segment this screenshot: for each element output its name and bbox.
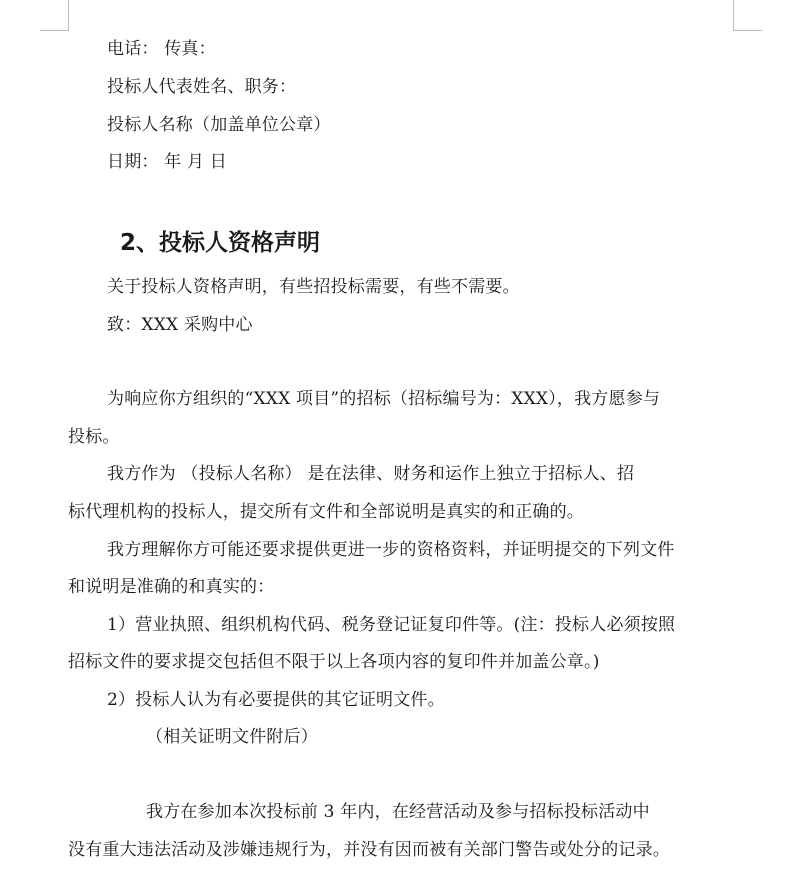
list-item-1-line-2: 招标文件的要求提交包括但不限于以上各项内容的复印件并加盖公章。) [68,652,600,672]
paragraph-3-line-2: 和说明是准确的和真实的： [68,577,275,597]
phone-fax-line: 电话： 传真： [107,39,216,59]
paragraph-2-line-2: 标代理机构的投标人，提交所有文件和全部说明是真实的和正确的。 [68,502,584,522]
list-item-2: 2）投标人认为有必要提供的其它证明文件。 [107,690,445,710]
section-heading: 2、投标人资格声明 [120,230,321,256]
recipient-line: 致：XXX 采购中心 [107,315,253,335]
list-item-1-line-1: 1）营业执照、组织机构代码、税务登记证复印件等。(注：投标人必须按照 [107,615,676,635]
representative-line: 投标人代表姓名、职务： [107,77,297,97]
paragraph-4-line-1: 我方在参加本次投标前 3 年内，在经营活动及参与招标投标活动中 [146,802,650,822]
attachment-note: （相关证明文件附后） [146,727,318,747]
paragraph-2-line-1: 我方作为 （投标人名称） 是在法律、财务和运作上独立于招标人、招 [107,464,635,484]
bidder-name-line: 投标人名称（加盖单位公章） [107,115,331,135]
paragraph-1-line-2: 投标。 [68,427,120,447]
paragraph-1-line-1: 为响应你方组织的“XXX 项目”的招标（招标编号为：XXX），我方愿参与 [107,389,661,409]
page-corner-mark-right [733,0,762,31]
page-corner-mark-left [40,0,69,31]
paragraph-3-line-1: 我方理解你方可能还要求提供更进一步的资格资料，并证明提交的下列文件 [107,540,675,560]
section-intro: 关于投标人资格声明，有些招投标需要，有些不需要。 [107,277,520,297]
date-line: 日期： 年 月 日 [107,152,228,172]
paragraph-4-line-2: 没有重大违法活动及涉嫌违规行为，并没有因而被有关部门警告或处分的记录。 [68,840,670,860]
